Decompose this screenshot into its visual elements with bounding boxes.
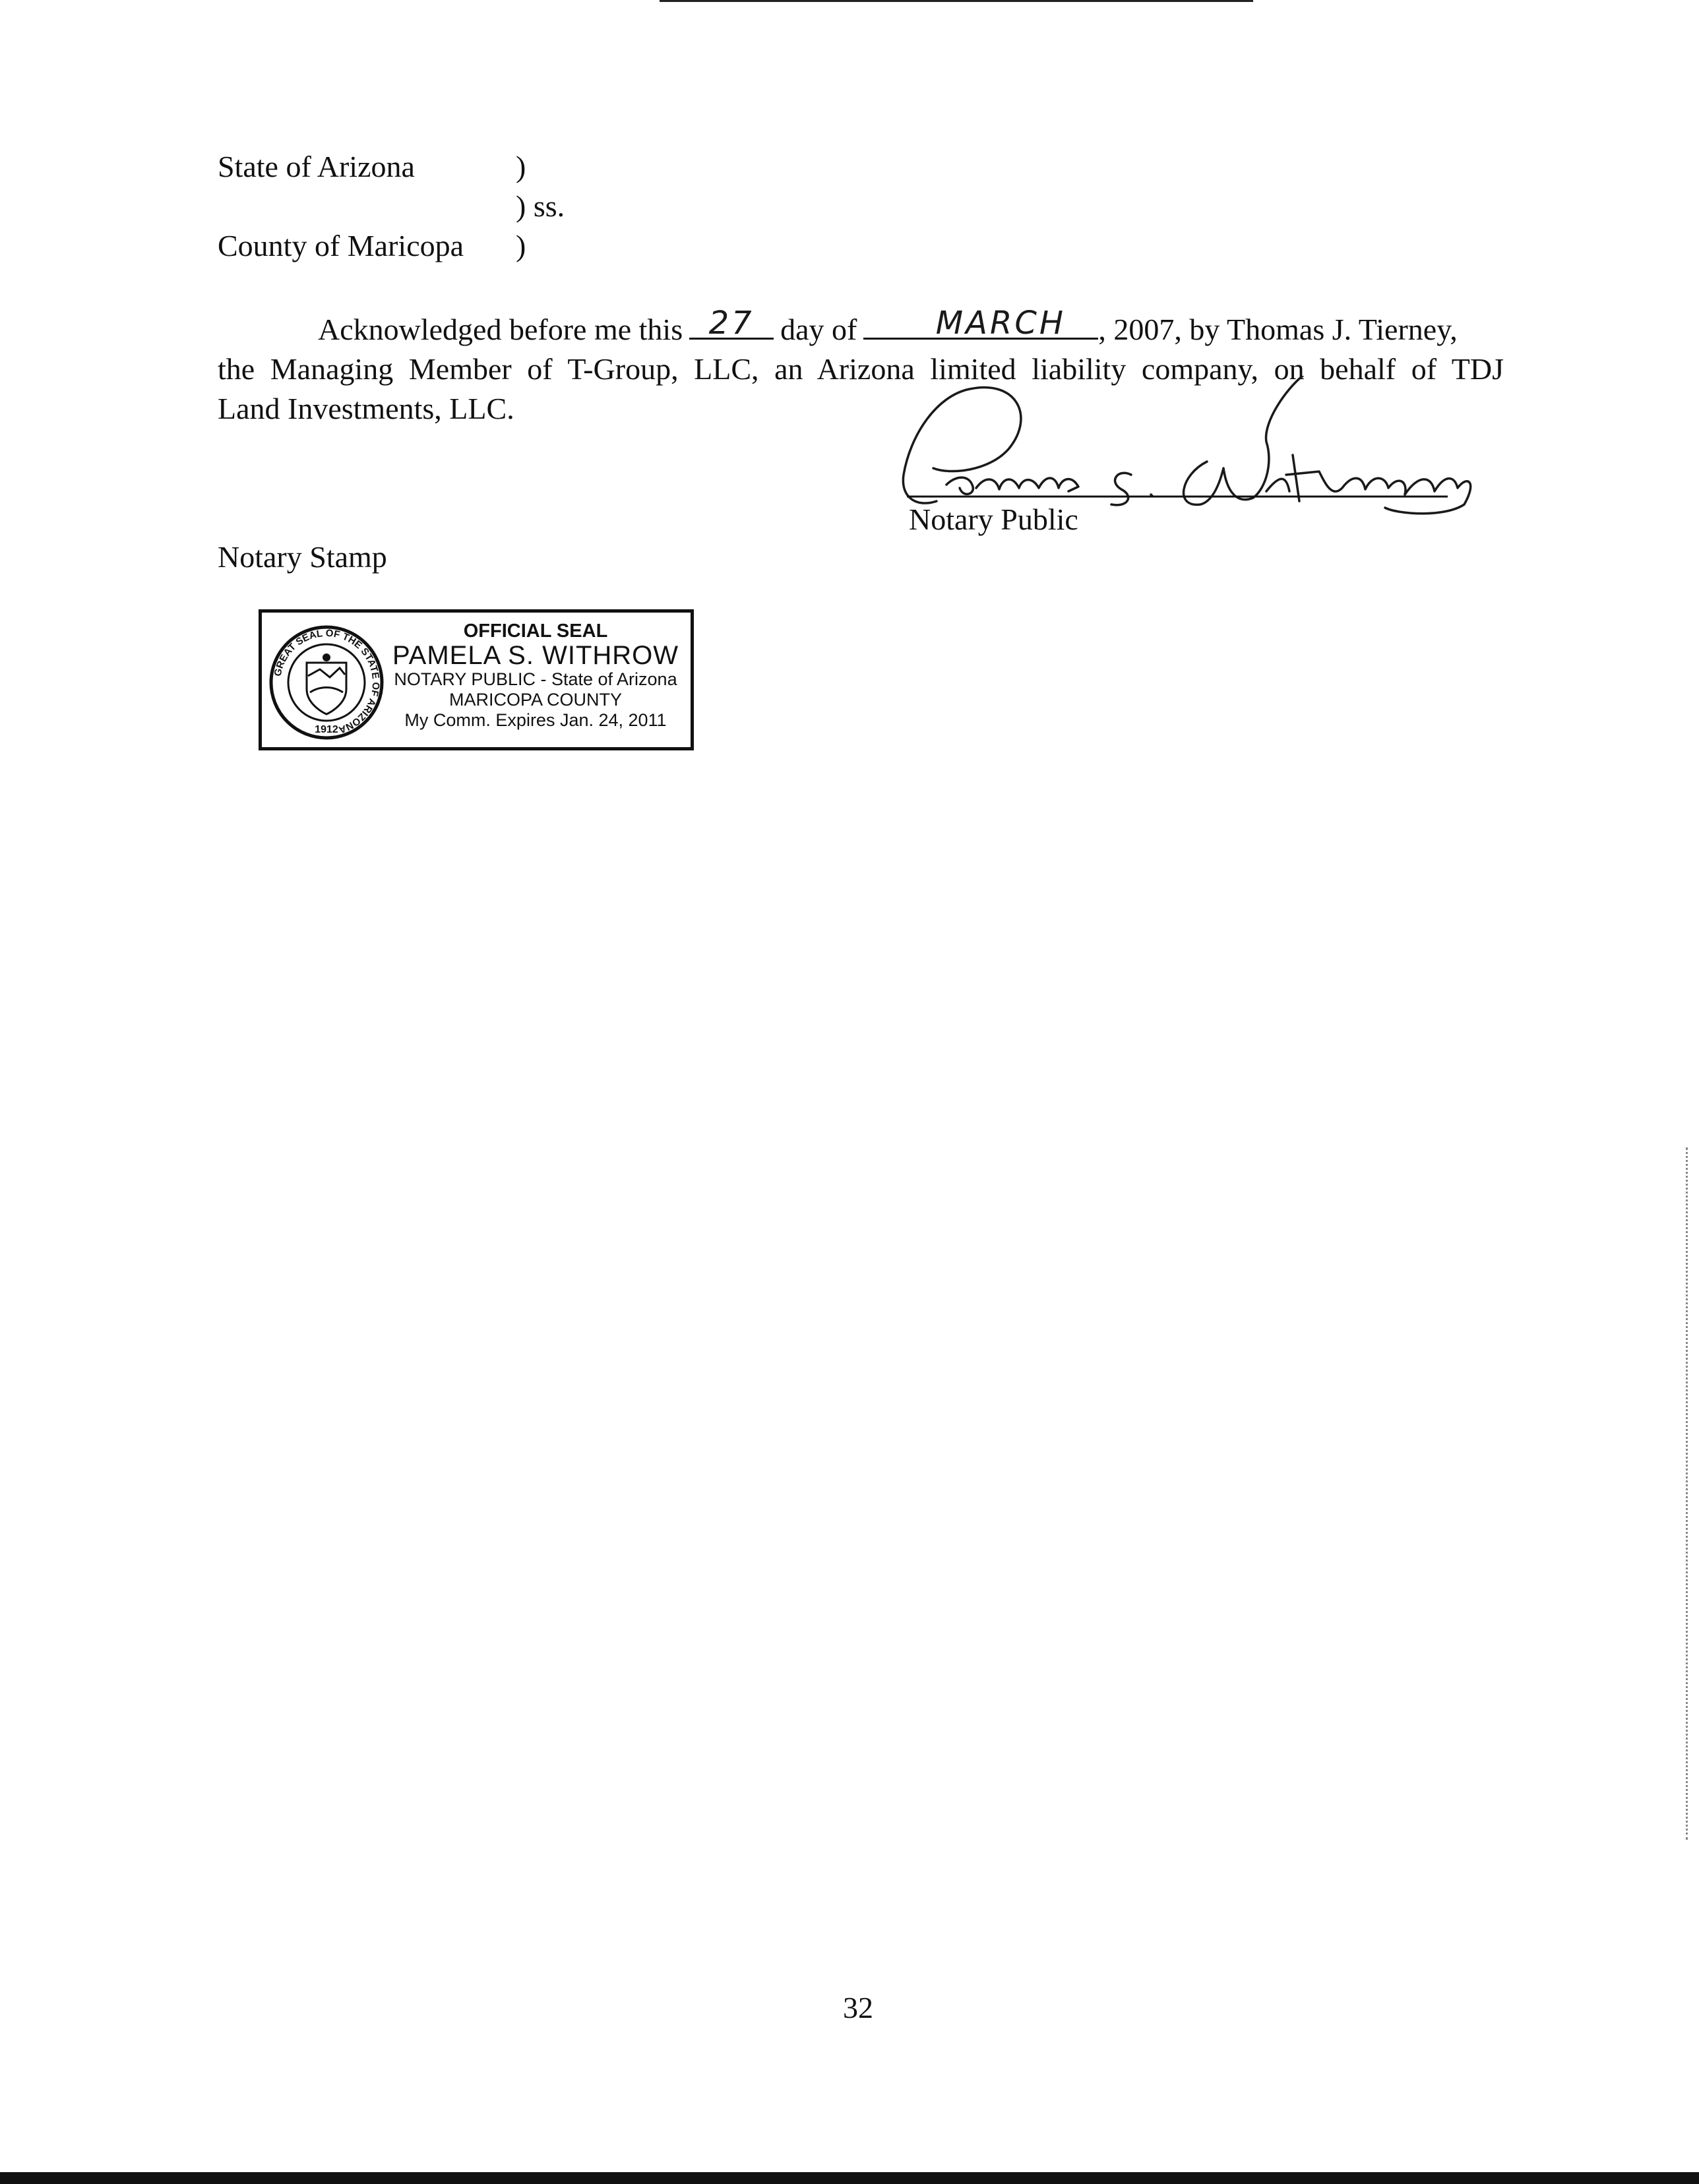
seal-text [387, 621, 684, 731]
month-blank [863, 305, 1098, 340]
seal-line-notary: NOTARY PUBLIC - State of Arizona [394, 669, 677, 689]
scan-edge-right [1686, 1147, 1690, 1840]
scan-edge-bottom [0, 2172, 1699, 2184]
state-label: State of Arizona [218, 150, 415, 183]
arizona-state-seal-icon [267, 623, 386, 742]
acknowledgment-line-2: the Managing Member of T-Group, LLC, an Arizona limited liability company, on behalf of TDJ [218, 352, 1504, 386]
acknowledgment-intro: Acknowledged before me this [318, 313, 683, 346]
day-handwritten-value: 27 [708, 305, 755, 342]
day-of-label: day of [780, 313, 857, 346]
venue-paren-top: ) [516, 150, 526, 183]
seal-year: 1912 [315, 724, 338, 735]
notary-public-title: Notary Public [909, 502, 1078, 536]
seal-line-county: MARICOPA COUNTY [448, 690, 623, 710]
venue-paren-bottom: ) [516, 229, 526, 262]
official-seal-stamp [259, 609, 694, 750]
seal-ring-text: GREAT SEAL OF THE STATE OF ARIZONA [272, 627, 382, 736]
acknowledgment-after-month: , 2007, by Thomas J. Tierney, [1098, 313, 1458, 346]
day-blank [689, 305, 774, 340]
seal-line-expiry: My Comm. Expires Jan. 24, 2011 [404, 710, 667, 730]
scan-edge-top [660, 0, 1253, 2]
acknowledgment-line-1 [218, 305, 1504, 349]
seal-line-name: PAMELA S. WITHROW [392, 641, 679, 670]
county-label: County of Maricopa [218, 229, 464, 262]
month-handwritten-value: MARCH [935, 305, 1066, 342]
seal-line-official: OFFICIAL SEAL [463, 621, 608, 642]
venue-ss: ) ss. [516, 189, 565, 223]
acknowledgment-line-3: Land Investments, LLC. [218, 392, 514, 425]
notary-stamp-label: Notary Stamp [218, 540, 387, 574]
page-number: 32 [843, 1991, 873, 2024]
